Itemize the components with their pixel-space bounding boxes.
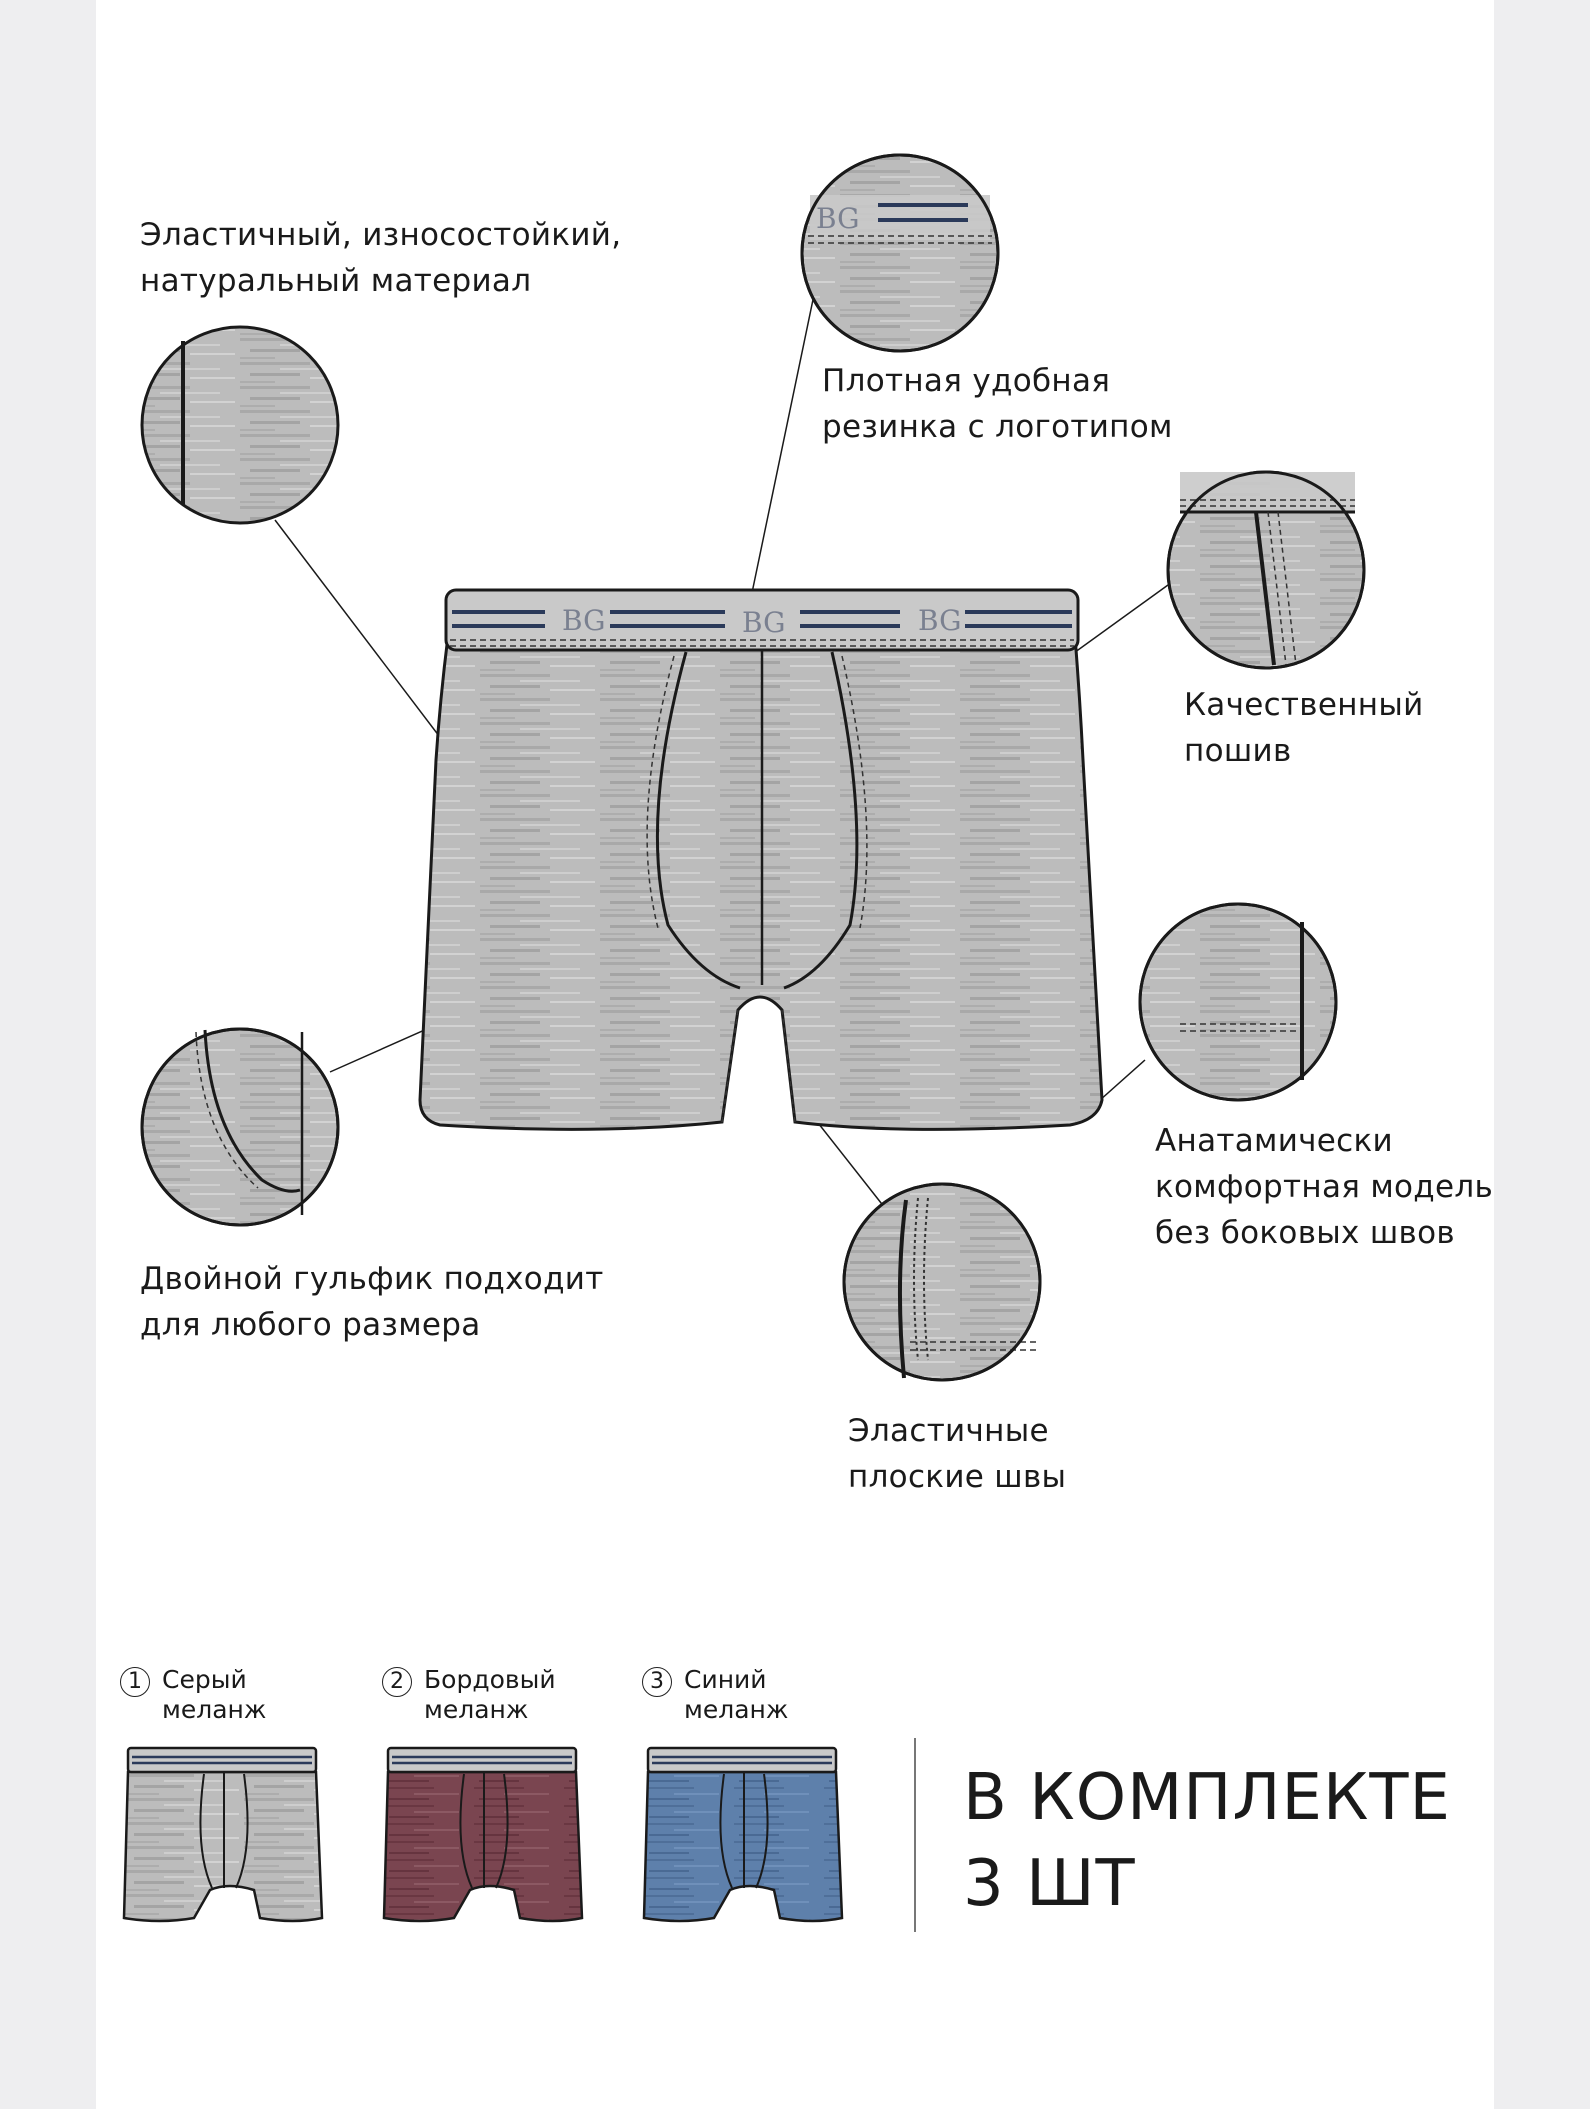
callout-waistband-line-2: резинка с логотипом [822,409,1173,445]
callout-material [140,212,621,304]
variant-name-3-line-1: Синий [684,1665,767,1694]
detail-circle-material [142,327,338,523]
detail-circle-pouch [142,1029,338,1225]
callout-tailoring [1184,682,1424,774]
variant-name-2-line-2: меланж [424,1695,529,1724]
callout-material-line-2: натуральный материал [140,263,532,299]
callout-waistband-line-1: Плотная удобная [822,363,1111,399]
variant-trunks-gray [124,1748,322,1921]
callout-seams-line-1: Эластичные [848,1413,1049,1449]
variant-name-1-line-2: меланж [162,1695,267,1724]
callout-tailoring-line-2: пошив [1184,733,1292,769]
variant-name-2-line-1: Бордовый [424,1665,556,1694]
set-count-line-2: 3 ШТ [963,1847,1136,1921]
waistband-logo-3: BG [918,604,962,637]
variant-name-1-line-1: Серый [162,1665,247,1694]
detail-circle-tailoring [1168,472,1364,668]
variant-number-3: 3 [642,1667,672,1697]
callout-pouch [140,1256,604,1348]
variant-name-3-line-2: меланж [684,1695,789,1724]
detail-circle-waistband [802,155,998,351]
waistband-logo-1: BG [562,604,606,637]
callout-anatomic [1155,1118,1493,1256]
variant-trunks-blue [644,1748,842,1921]
callout-pouch-line-2: для любого размера [140,1307,481,1343]
waistband-logo-2: BG [742,606,786,639]
set-count-heading [963,1755,1451,1927]
callout-seams [848,1408,1066,1500]
set-count-line-1: В КОМПЛЕКТЕ [963,1761,1451,1835]
callout-material-line-1: Эластичный, износостойкий, [140,217,622,253]
callout-anatomic-line-2: комфортная модель [1155,1169,1494,1205]
variant-trunks-burgundy [384,1748,582,1921]
variant-number-2: 2 [382,1667,412,1697]
callout-pouch-line-1: Двойной гульфик подходит [140,1261,604,1297]
detail-logo: BG [816,202,860,235]
detail-circle-seams [844,1184,1040,1380]
callout-tailoring-line-1: Качественный [1184,687,1424,723]
divider [914,1738,916,1932]
main-trunks-illustration [420,590,1102,1129]
callout-anatomic-line-1: Анатамически [1155,1123,1393,1159]
detail-circle-anatomic [1140,904,1336,1100]
callout-waistband [822,358,1173,450]
callout-seams-line-2: плоские швы [848,1459,1067,1495]
callout-anatomic-line-3: без боковых швов [1155,1215,1455,1251]
variant-number-1: 1 [120,1667,150,1697]
